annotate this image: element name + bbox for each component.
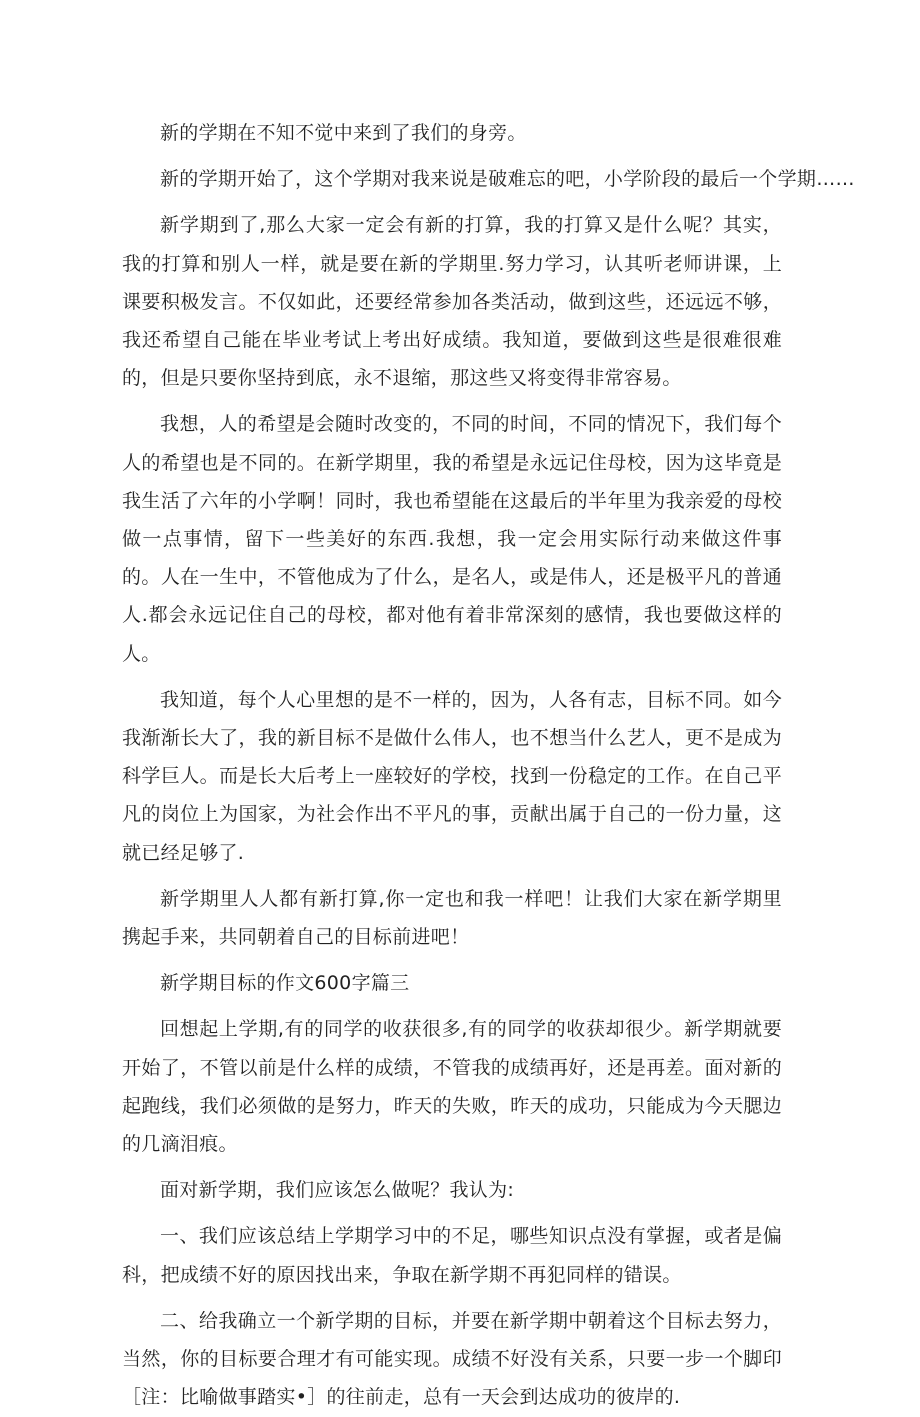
paragraph-point-one: 一、我们应该总结上学期学习中的不足，哪些知识点没有掌握，或者是偏科，把成绩不好的原因找出来，争取在新学期不再犯同样的错误。: [122, 1225, 782, 1286]
paragraph-new-goal: 我知道，每个人心里想的是不一样的，因为，人各有志，目标不同。如今我渐渐长大了，我的新目标不是做什么伟人，也不想当什么艺人，更不是成为科学巨人。而是长大后考上一座较好的学校，找到一份稳定的工作。在自己平凡的岗位上为国家，为社会作出不平凡的事，贡献出属于自己的一份力量，这就已经足够了.: [122, 688, 782, 864]
paragraph-hopes: 我想，人的希望是会随时改变的，不同的时间，不同的情况下，我们每个人的希望也是不同的。在新学期里，我的希望是永远记住母校，因为这毕竟是我生活了六年的小学啊！同时，我也希望能在这最后的半年里为我亲爱的母校做一点事情，留下一些美好的东西.我想，我一定会用实际行动来做这件事的。人在一生中，不管他成为了什么，是名人，或是伟人，还是极平凡的普通人.都会永远记住自己的母校，都对他有着非常深刻的感情，我也要做这样的人。: [122, 413, 782, 665]
paragraph-semester-start: 新的学期开始了，这个学期对我来说是破难忘的吧，小学阶段的最后一个学期……: [160, 168, 855, 191]
paragraph-plans: 新学期到了,那么大家一定会有新的打算，我的打算又是什么呢？其实，我的打算和别人一样，就是要在新的学期里.努力学习，认其听老师讲课，上课要积极发言。不仅如此，还要经常参加各类活动，做到这些，还远远不够，我还希望自己能在毕业考试上考出好成绩。我知道，要做到这些是很难很难的，但是只要你坚持到底，永不退缩，那这些又将变得非常容易。: [122, 214, 782, 390]
section-heading: 新学期目标的作文600字篇三: [160, 972, 410, 995]
paragraph-intro: 新的学期在不知不觉中来到了我们的身旁。: [160, 122, 527, 144]
paragraph-encouragement: 新学期里人人都有新打算,你一定也和我一样吧！让我们大家在新学期里携起手来，共同朝着自己的目标前进吧！: [122, 887, 782, 949]
paragraph-reflection: 回想起上学期,有的同学的收获很多,有的同学的收获却很少。新学期就要开始了，不管以前是什么样的成绩，不管我的成绩再好，还是再差。面对新的起跑线，我们必须做的是努力，昨天的失败，昨天的成功，只能成为今天腮边的几滴泪痕。: [122, 1018, 782, 1156]
paragraph-question: 面对新学期，我们应该怎么做呢？我认为:: [160, 1179, 515, 1202]
essay-body: [122, 114, 855, 1417]
paragraph-point-two: 二、给我确立一个新学期的目标，并要在新学期中朝着这个目标去努力，当然，你的目标要合理才有可能实现。成绩不好没有关系，只要一步一个脚印［注：比喻做事踏实•］的往前走，总有一天会到达成功的彼岸的.: [122, 1309, 782, 1409]
